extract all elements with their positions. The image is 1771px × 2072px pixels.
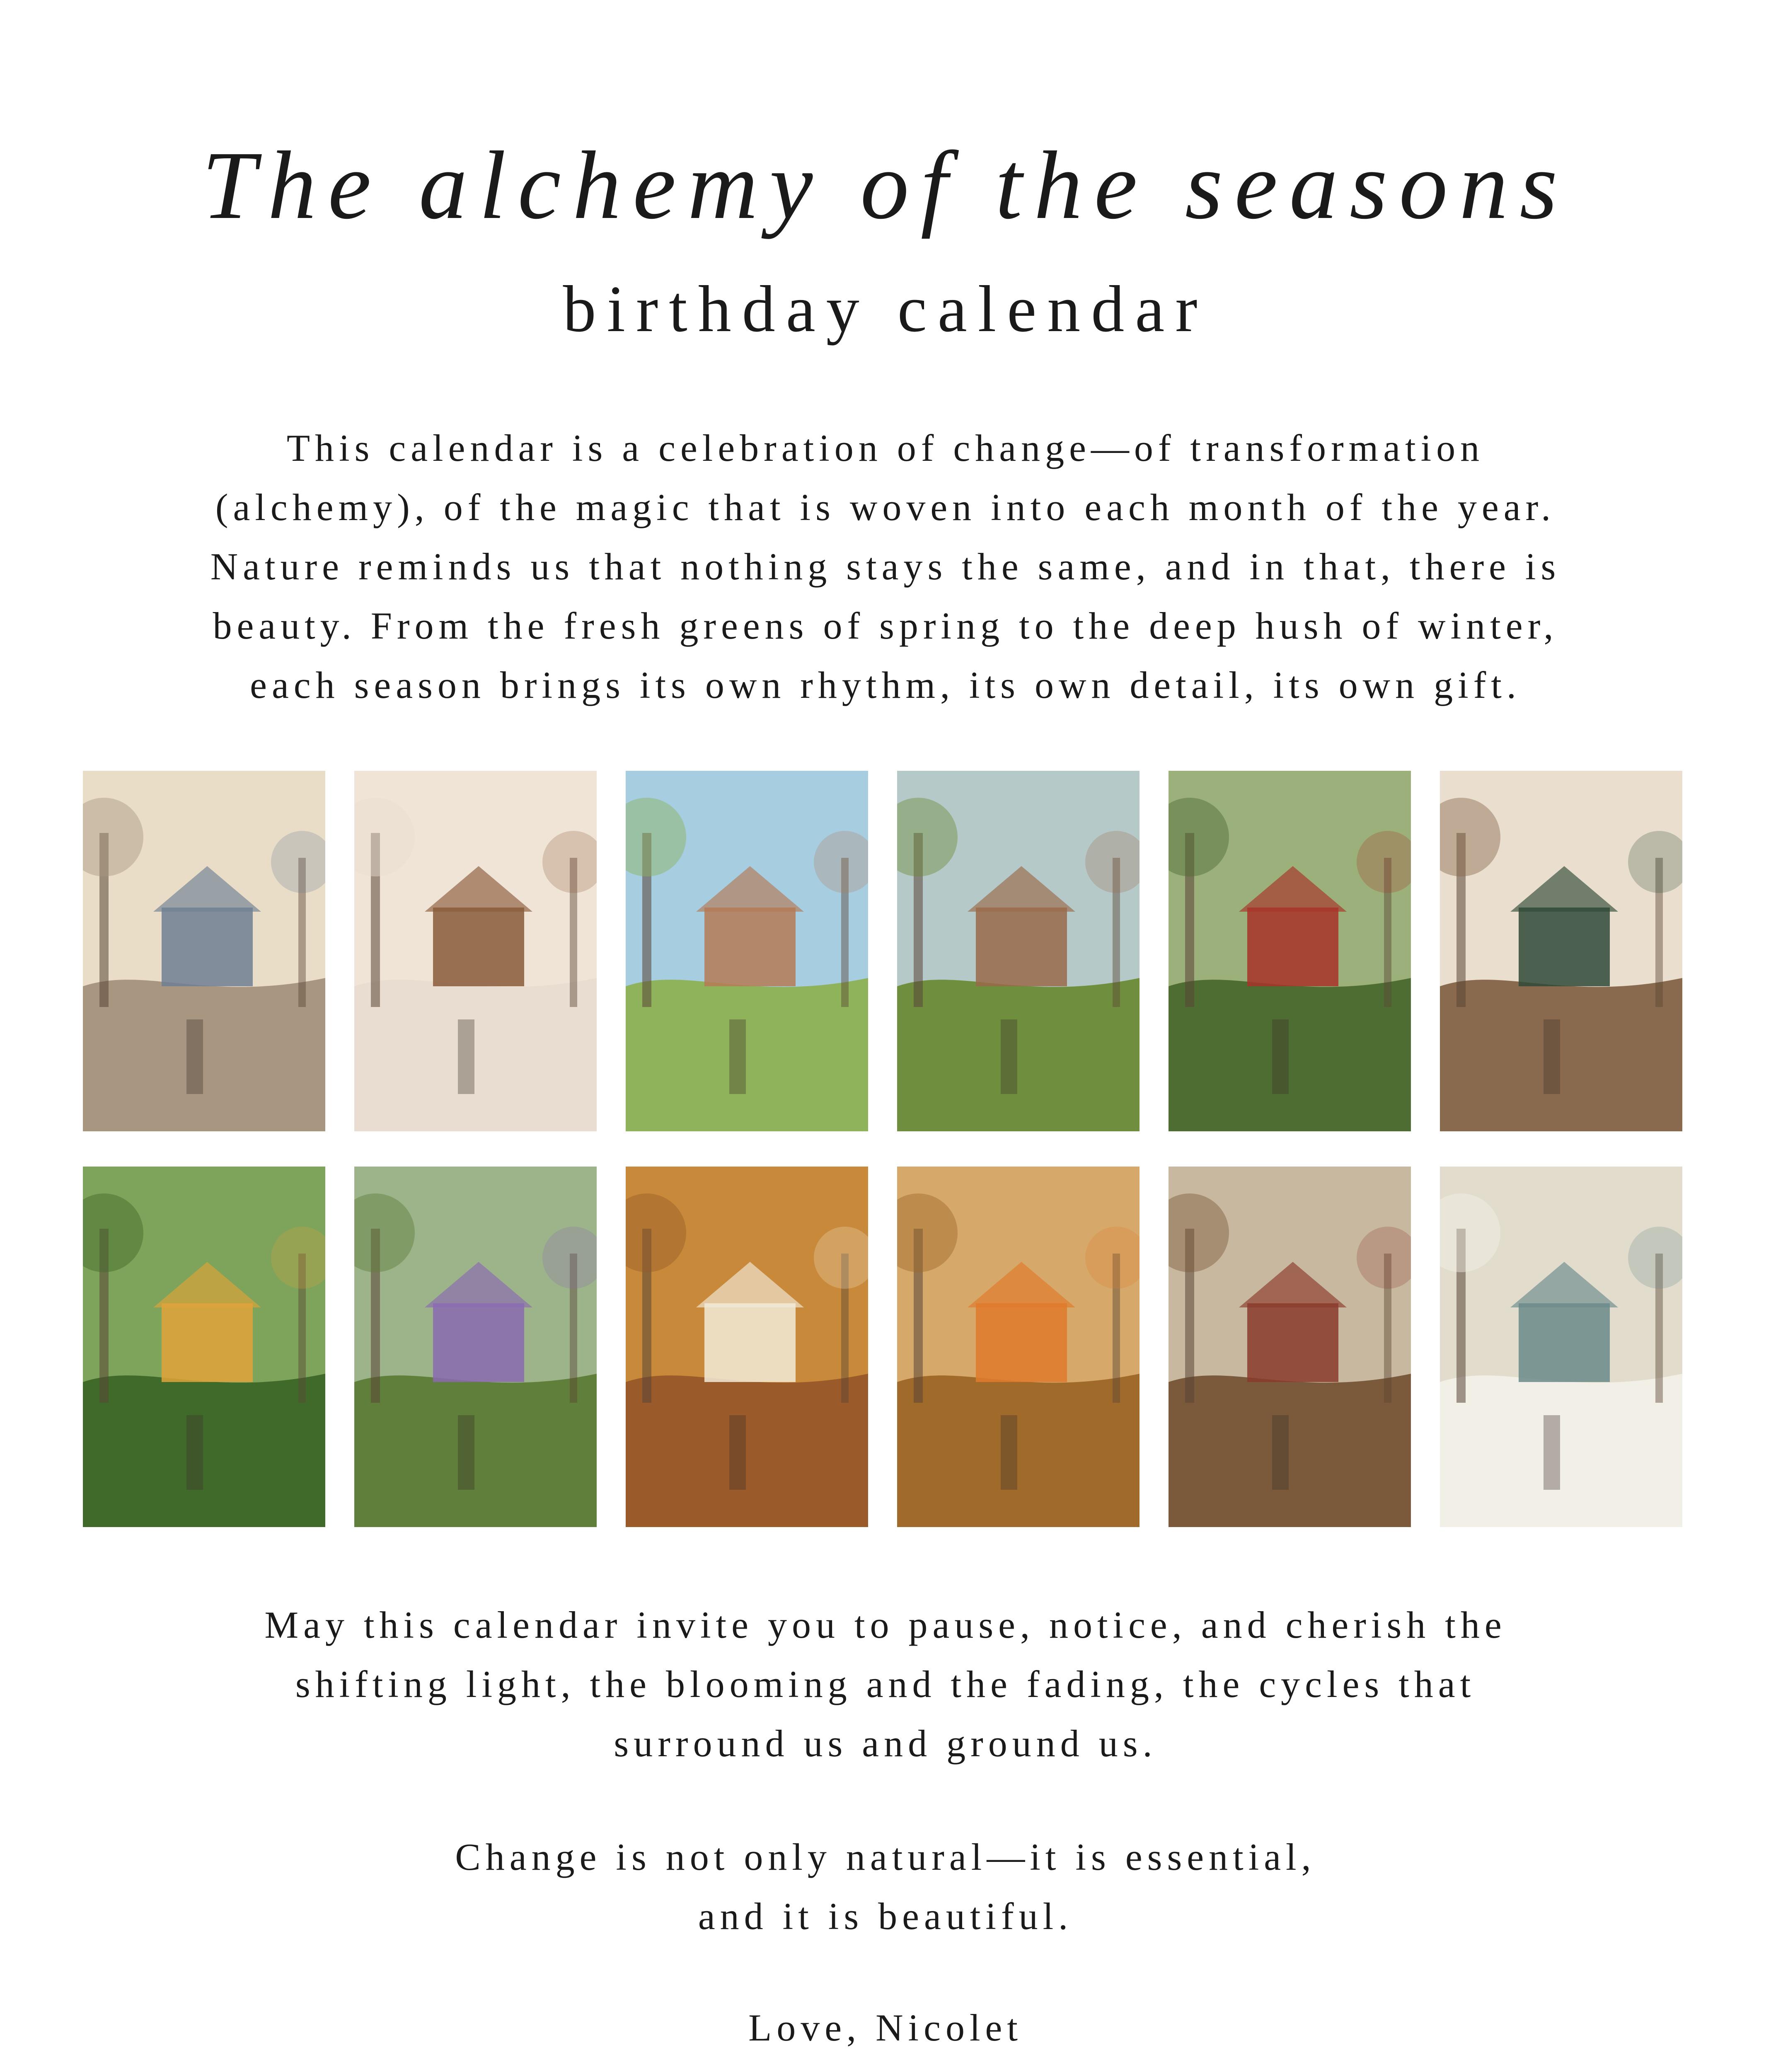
illustration-woman-reading-by-winter-window [83, 771, 325, 1131]
illustration-snowy-birch-forest-walk [354, 771, 597, 1131]
intro-paragraph [124, 419, 1647, 715]
change-line: and it is beautiful. [698, 1895, 1073, 1937]
intro-line: Nature reminds us that nothing stays the same, and in that, there is [210, 545, 1561, 588]
intro-line: (alchemy), of the magic that is woven into each month of the year. [215, 486, 1556, 528]
calendar-subtitle: birthday calendar [563, 272, 1208, 346]
change-line: Change is not only natural—it is essential, [455, 1836, 1316, 1878]
illustration-thatched-farmhouse-with-ducks [897, 771, 1140, 1131]
illustration-house-with-sunflowers [626, 1167, 868, 1527]
closing-line: surround us and ground us. [614, 1722, 1157, 1765]
illustration-red-roof-house-with-roses [1169, 771, 1411, 1131]
change-paragraph [124, 1828, 1647, 1946]
illustration-summer-garden-table [83, 1167, 325, 1527]
illustration-flower-meadow-with-gate [354, 1167, 597, 1527]
illustration-cottage-with-vegetable-garden [1169, 1167, 1411, 1527]
intro-line: beauty. From the fresh greens of spring to the deep hush of winter, [213, 605, 1558, 647]
closing-line: May this calendar invite you to pause, notice, and cherish the [264, 1604, 1507, 1646]
illustration-autumn-pumpkin-path [897, 1167, 1140, 1527]
closing-paragraph [124, 1595, 1647, 1773]
illustration-woman-at-garden-door [1440, 771, 1682, 1131]
illustration-snowy-winter-cabin [1440, 1167, 1682, 1527]
illustration-blossom-tree-and-farmhouse [626, 771, 868, 1131]
intro-line: This calendar is a celebration of change—of transformation [286, 427, 1485, 469]
calendar-title: The alchemy of the seasons [202, 131, 1569, 239]
intro-line: each season brings its own rhythm, its own detail, its own gift. [250, 664, 1521, 706]
closing-line: shifting light, the blooming and the fading, the cycles that [295, 1663, 1476, 1705]
signoff: Love, Nicolet [748, 2007, 1023, 2049]
